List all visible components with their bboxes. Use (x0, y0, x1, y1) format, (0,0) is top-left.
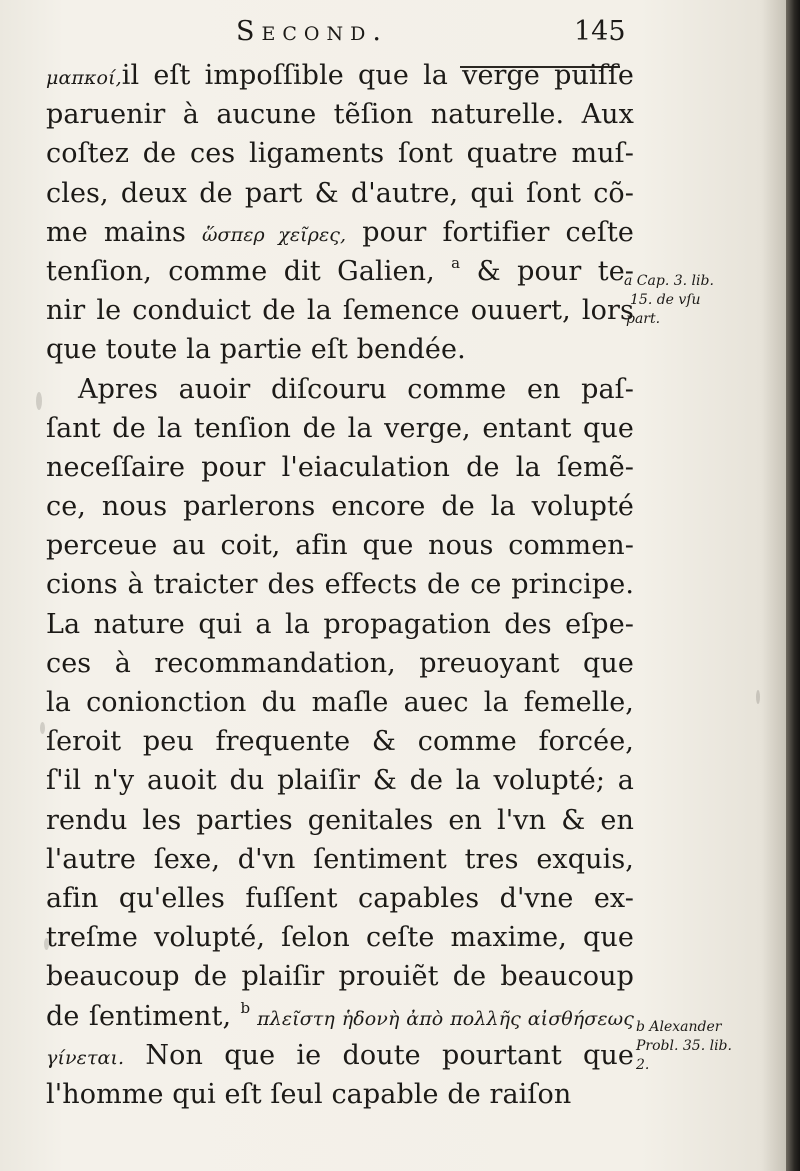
text-line (46, 840, 634, 879)
line-text: rendu les parties genitales en l'vn & en (46, 804, 634, 836)
text-line (46, 722, 634, 761)
text-line (46, 213, 634, 252)
binding-edge (786, 0, 800, 1171)
margin-note-line: 15. de vſu (630, 292, 701, 308)
greek-word: γίνεται. (46, 1046, 125, 1069)
footnote-marker-a: a (451, 253, 461, 272)
text-line (46, 1036, 634, 1075)
line-text: nir le conduict de la ſemence ouuert, lors (46, 295, 634, 327)
text-line (46, 918, 634, 957)
text-line (46, 526, 634, 565)
page-number: 145 (574, 16, 626, 47)
margin-note-b (636, 1018, 732, 1075)
line-text: l'homme qui eſt ſeul capable de raiſon (46, 1078, 572, 1110)
text-line (46, 605, 634, 644)
body-text (46, 56, 634, 1114)
text-line (46, 330, 634, 369)
text-line (46, 95, 634, 134)
footnote-marker-b: b (240, 998, 251, 1017)
text-line (46, 683, 634, 722)
line-text: me mains (46, 216, 202, 248)
line-text: pour fortifier ceſte (346, 216, 634, 248)
text-line (46, 565, 634, 604)
text-line (46, 879, 634, 918)
paper-blemish (756, 690, 760, 704)
line-text: ce, nous parlerons encore de la volupté (46, 491, 634, 523)
line-text: tenſion, comme dit Galien, (46, 255, 452, 287)
line-text: de ſentiment, (46, 1000, 241, 1032)
line-text: la conionction du maſle auec la femelle, (46, 687, 634, 718)
text-line (46, 761, 634, 800)
line-text: coſtez de ces ligaments ſont quatre muſ- (46, 138, 634, 170)
greek-phrase: πλεῖστη ἡδονὴ ἀπὸ πολλῆς αἰσθήσεως (250, 1007, 634, 1030)
margin-note-line: Probl. 35. lib. (636, 1038, 732, 1054)
text-line (46, 291, 634, 330)
text-line (46, 252, 634, 291)
line-text: & pour te- (460, 255, 634, 287)
paper-blemish (44, 938, 49, 950)
text-line (46, 997, 634, 1036)
line-text: cions à traicter des effects de ce principe. (46, 569, 634, 601)
text-line (46, 644, 634, 683)
text-line (46, 448, 634, 487)
line-text: La nature qui a la propagation des eſpe- (46, 608, 634, 640)
line-text: il eſt impoſſible que la verge puiſſe (121, 60, 634, 91)
text-line (46, 370, 634, 409)
greek-phrase: ὥσπερ χεῖρες, (201, 223, 347, 246)
paper-blemish (40, 722, 45, 734)
paper-blemish (36, 392, 42, 410)
line-text: paruenir à aucune tẽſion naturelle. Aux (46, 99, 634, 131)
line-text: l'autre ſexe, d'vn ſentiment tres exquis, (46, 843, 634, 875)
text-line (46, 56, 634, 95)
greek-word: μαπκοί, (46, 67, 122, 89)
line-text: afin qu'elles fuſſent capables d'vne ex- (46, 882, 634, 914)
line-text: neceſſaire pour l'eiaculation de la ſemẽ- (46, 451, 634, 483)
margin-note-line: 2. (636, 1057, 650, 1073)
running-head (0, 14, 800, 54)
margin-note-a (624, 272, 714, 329)
line-text: ſeroit peu frequente & comme forcée, (46, 726, 634, 758)
line-text: ſant de la tenſion de la verge, entant que (46, 412, 634, 444)
line-text: beaucoup de plaiſir prouiẽt de beaucoup (46, 961, 634, 993)
text-line (46, 409, 634, 448)
line-text: Non que ie doute pourtant que (124, 1039, 634, 1071)
line-text: Apres auoir diſcouru comme en paſ- (78, 373, 634, 405)
text-line (46, 487, 634, 526)
text-line (46, 134, 634, 173)
page-fold-shadow (762, 0, 786, 1171)
margin-note-line: part. (626, 311, 661, 327)
line-text: cles, deux de part & d'autre, qui ſont cõ- (46, 177, 634, 209)
text-line (46, 801, 634, 840)
text-line (46, 1075, 634, 1114)
running-head-title: Second. (236, 16, 388, 47)
line-text: ces à recommandation, preuoyant que (46, 647, 634, 679)
line-text: que toute la partie eſt bendée. (46, 334, 466, 366)
line-text: treſme volupté, ſelon ceſte maxime, que (46, 922, 634, 954)
text-line (46, 174, 634, 213)
line-text: perceue au coit, afin que nous commen- (46, 530, 634, 562)
margin-note-line: a Cap. 3. lib. (624, 273, 714, 289)
margin-note-line: b Alexander (636, 1019, 722, 1035)
line-text: ſ'il n'y auoit du plaiſir & de la volupté; a (46, 765, 634, 797)
text-line (46, 957, 634, 996)
